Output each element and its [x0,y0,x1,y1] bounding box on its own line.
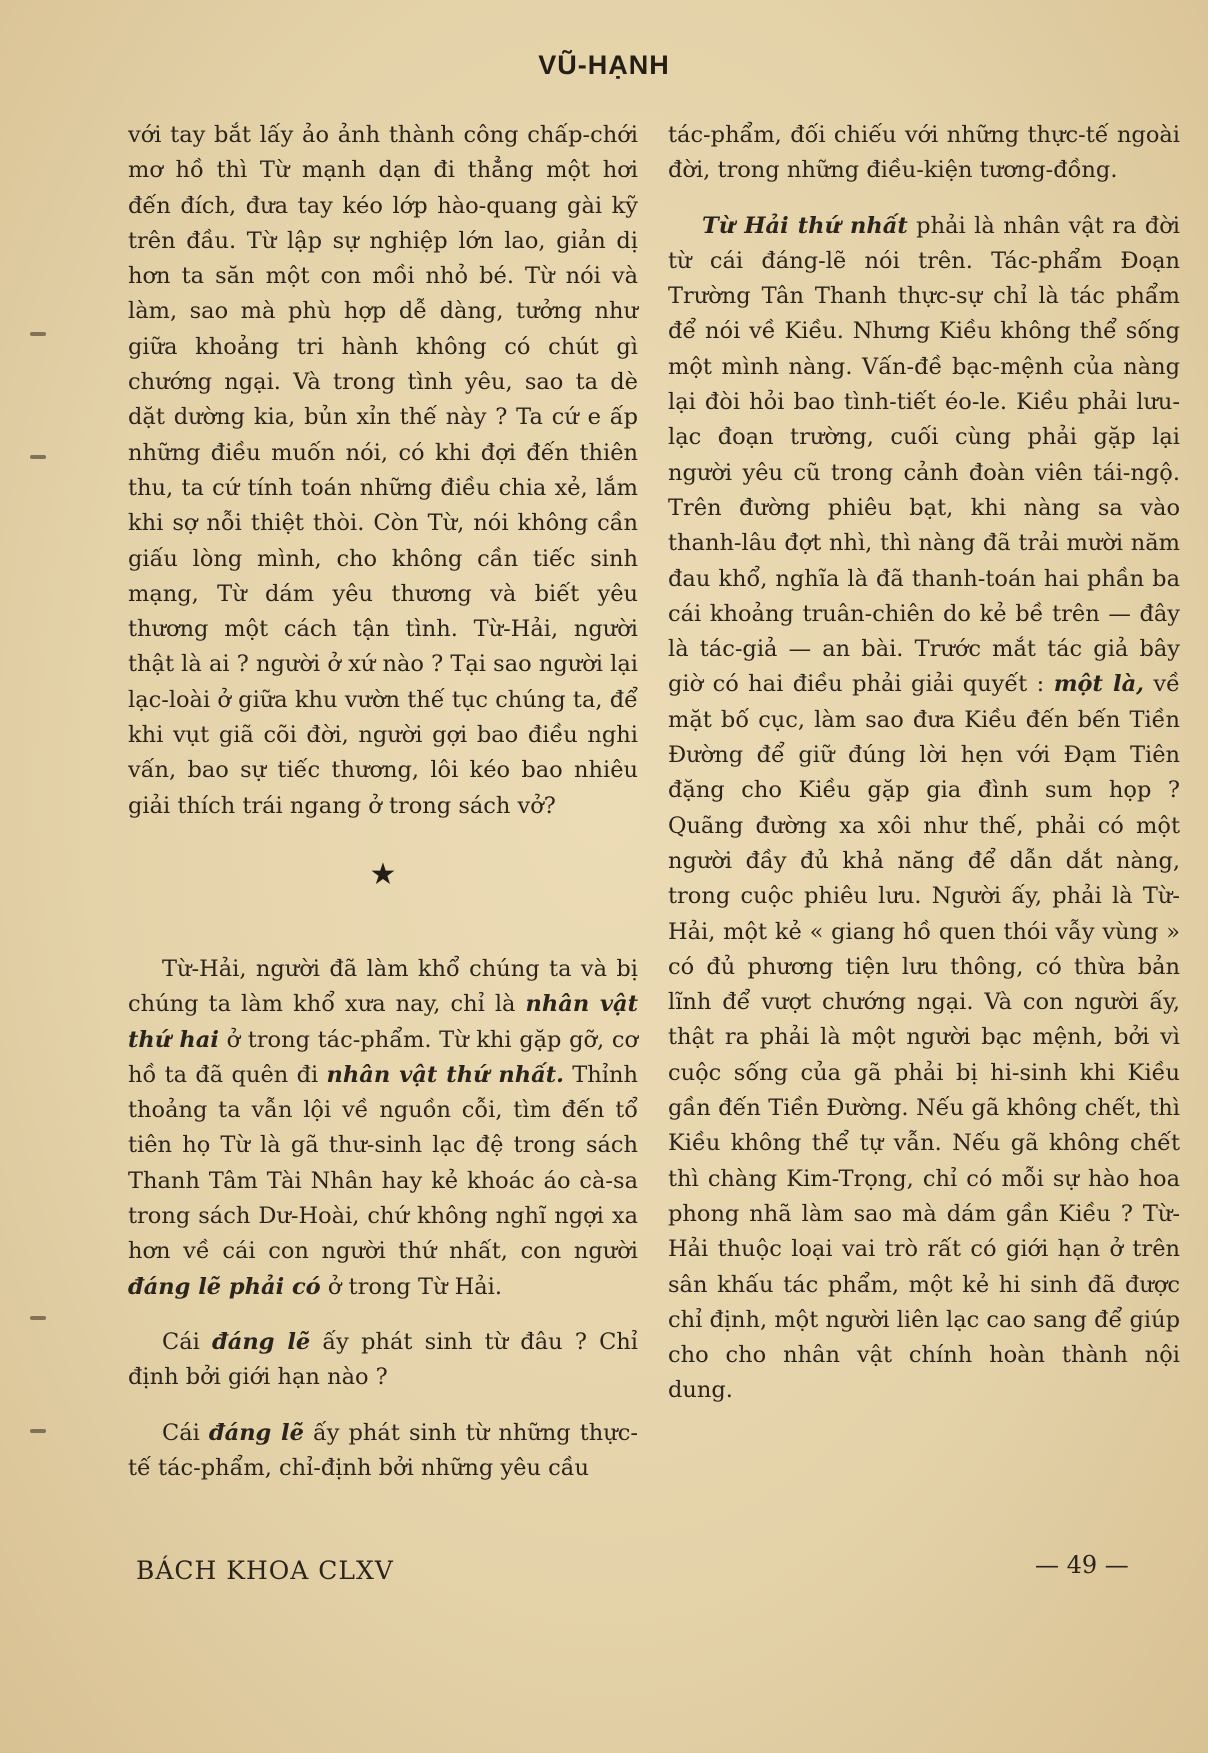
paragraph: Cái đáng lẽ ấy phát sinh từ đâu ? Chỉ định bởi giới hạn nào ? [128,1328,638,1391]
emphasis: nhân vật thứ hai [128,991,638,1053]
paragraph: Cái đáng lẽ ấy phát sinh từ những thực-tế tác-phẩm, chỉ-định bởi những yêu cầu [128,1419,638,1481]
binding-hole-mark [30,1429,46,1433]
footer-page-number: — 49 — [1035,1551,1129,1579]
binding-hole-mark [30,332,46,336]
page-header-author: VŨ-HẠNH [538,50,670,80]
paragraph: Từ Hải thứ nhất phải là nhân vật ra đời từ cái đáng-lẽ nói trên. Tác-phẩm Đoạn Trường Tân Thanh thực-sự chỉ là tác phẩm để nói về Kiều. Nhưng Kiều không thể sống một mình nàng. Vấn-đề bạc-mệnh của nàng lại đòi hỏi bao tình-tiết éo-le. Kiều phải lưu-lạc đoạn trường, cuối cùng phải gặp lại người yêu cũ trong cảnh đoàn viên tái-ngộ. Trên đường phiêu bạt, khi nàng sa vào thanh-lâu đợt nhì, thì nàng đã trải mười năm đau khổ, nghĩa là đã thanh-toán hai phần ba cái khoảng truân-chiên do kẻ bề trên — đây là tác-giả — an bài. Trước mắt tác giả bây giờ có hai điều phải giải quyết : một là, về mặt bố cục, làm sao đưa Kiều đến bến Tiền Đường để giữ đúng lời hẹn với Đạm Tiên đặng cho Kiều gặp gia đình sum họp ? Quãng đường xa xôi như thế, phải có một người đầy đủ khả năng để dẫn dắt nàng, trong cuộc phiêu lưu. Người ấy, phải là Từ-Hải, một kẻ « giang hồ quen thói vẫy vùng » có đủ phương tiện lưu thông, có thừa bản lĩnh để vượt chướng ngại. Và con người ấy, thật ra phải là một người bạc mệnh, bởi vì cuộc sống của gã phải bị hi-sinh khi Kiều gần đến Tiền Đường. Nếu gã không chết, thì Kiều không thể tự vẫn. Nếu gã không chết thì chàng Kim-Trọng, chỉ có mỗi sự hào hoa phong nhã làm sao mà dám gần Kiều ? Từ-Hải thuộc loại vai trò rất có giới hạn ở trên sân khấu tác phẩm, một kẻ hi sinh đã được chỉ định, một người liên lạc cao sang để giúp cho cho nhân vật chính hoàn thành nội dung. [668,212,1181,1404]
binding-hole-mark [30,455,46,459]
right-column [668,118,1180,1409]
emphasis: Từ Hải thứ nhất [702,212,908,239]
emphasis: nhân vật thứ nhất. [326,1061,564,1088]
binding-hole-mark [30,1316,46,1320]
emphasis: đáng lẽ [212,1328,311,1355]
paragraph: Từ-Hải, người đã làm khổ chúng ta và bị chúng ta làm khổ xưa nay, chỉ là nhân vật thứ hai ở trong tác-phẩm. Từ khi gặp gỡ, cơ hồ ta đã quên đi nhân vật thứ nhất. Thỉnh thoảng ta vẫn lội về nguồn cỗi, tìm đến tổ tiên họ Từ là gã thư-sinh lạc đệ trong sách Thanh Tâm Tài Nhân hay kẻ khoác áo cà-sa trong sách Dư-Hoài, chứ không nghĩ ngợi xa hơn về cái con người thứ nhất, con người đáng lẽ phải có ở trong Từ Hải. [128,955,638,1300]
left-column [128,118,638,1486]
emphasis: đáng lẽ phải có [128,1273,321,1300]
paragraph: với tay bắt lấy ảo ảnh thành công chấp-chới mơ hồ thì Từ mạnh dạn đi thẳng một hơi đến đích, đưa tay kéo lớp hào-quang gài kỹ trên đầu. Từ lập sự nghiệp lớn lao, giản dị hơn ta săn một con mồi nhỏ bé. Từ nói và làm, sao mà phù hợp dễ dàng, tưởng như giữa khoảng tri hành không có chút gì chướng ngại. Và trong tình yêu, sao ta dè dặt dường kia, bủn xỉn thế này ? Ta cứ e ấp những điều muốn nói, có khi đợi đến thiên thu, ta cứ tính toán những điều chia xẻ, lắm khi sợ nỗi thiệt thòi. Còn Từ, nói không cần giấu lòng mình, cho không cần tiếc sinh mạng, Từ dám yêu thương và biết yêu thương một cách tận tình. Từ-Hải, người thật là ai ? người ở xứ nào ? Tại sao người lại lạc-loài ở giữa khu vườn thế tục chúng ta, để khi vụt giã cõi đời, người gợi bao điều nghi vấn, bao sự tiếc thương, lôi kéo bao nhiêu giải thích trái ngang ở trong sách vở? [128,122,638,819]
emphasis: đáng lẽ [208,1419,304,1446]
emphasis: một là, [1053,671,1144,698]
footer-magazine-title: BÁCH KHOA CLXV [136,1556,394,1585]
section-star-ornament: ★ [369,856,397,892]
paragraph: tác-phẩm, đối chiếu với những thực-tế ngoài đời, trong những điều-kiện tương-đồng. [668,122,1180,184]
